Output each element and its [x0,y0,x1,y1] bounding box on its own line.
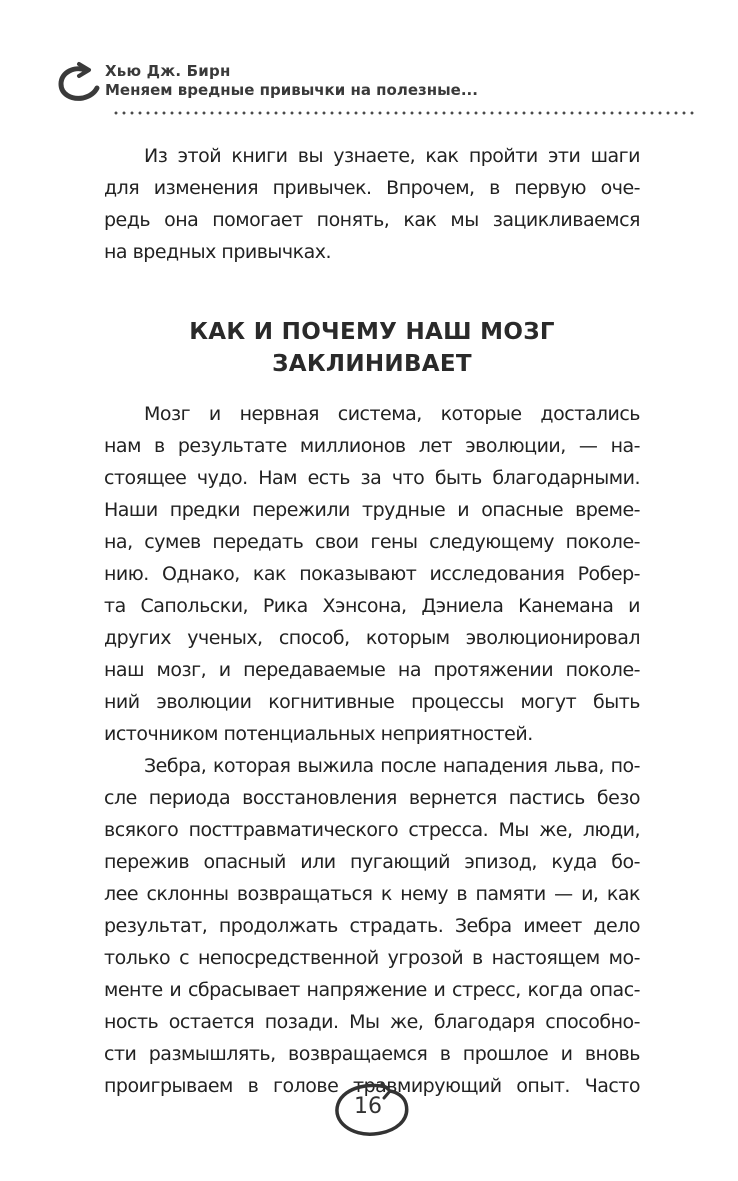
running-header [55,60,695,122]
text-line: наш мозг, и передаваемые на протяжении поколе- [104,659,640,681]
text-line: Зебра, которая выжила после нападения льва, по- [144,755,640,777]
text-line: на, сумев передать свои гены следующему поколе- [104,531,640,553]
paragraph [104,750,640,1102]
header-book-title: Меняем вредные привычки на полезные... [105,81,478,99]
text-line: менте и сбрасывает напряжение и стресс, когда опас- [104,979,640,1001]
page-number: 16 [354,1094,382,1119]
text-line: ность остается позади. Мы же, благодаря способно- [104,1011,640,1033]
text-line: пережив опасный или пугающий эпизод, куда бо- [104,851,640,873]
text-line: результат, продолжать страдать. Зебра имеет дело [104,915,640,937]
intro-paragraph [104,140,640,268]
header-dotted-divider [112,110,695,116]
page-number-badge [330,1078,420,1148]
text-line: нию. Однако, как показывают исследования Робер- [104,563,640,585]
paragraph [104,398,640,750]
text-line: проигрываем в голове травмирующий опыт. Часто [104,1075,640,1097]
section-heading-line: КАК И ПОЧЕМУ НАШ МОЗГ [189,319,555,345]
text-line: только с непосредственной угрозой в настоящем мо- [104,947,640,969]
text-line: редь она помогает понять, как мы зацикливаемся [104,209,640,231]
text-line: всякого посттравматического стресса. Мы же, люди, [104,819,640,841]
text-line: та Сапольски, Рика Хэнсона, Дэниела Канемана и [104,595,640,617]
text-line: источником потенциальных неприятностей. [104,723,533,745]
circular-arrow-icon [55,60,101,104]
text-line: сле периода восстановления вернется пастись безо [104,787,640,809]
section-heading-line: ЗАКЛИНИВАЕТ [272,351,472,377]
text-line: Из этой книги вы узнаете, как пройти эти шаги [144,145,640,167]
text-line: других ученых, способ, которым эволюционировал [104,627,640,649]
section-heading [104,316,640,380]
body-text [104,398,640,1102]
header-author: Хью Дж. Бирн [105,62,231,80]
text-line: Наши предки пережили трудные и опасные време- [104,499,640,521]
text-line: Мозг и нервная система, которые достались [144,403,640,425]
text-line: нам в результате миллионов лет эволюции, — на- [104,435,640,457]
text-line: стоящее чудо. Нам есть за что быть благодарными. [104,467,640,489]
text-line: ний эволюции когнитивные процессы могут быть [104,691,640,713]
text-line: лее склонны возвращаться к нему в памяти — и, как [104,883,640,905]
text-line: для изменения привычек. Впрочем, в первую оче- [104,177,640,199]
text-line: сти размышлять, возвращаемся в прошлое и вновь [104,1043,640,1065]
text-line: на вредных привычках. [104,241,332,263]
